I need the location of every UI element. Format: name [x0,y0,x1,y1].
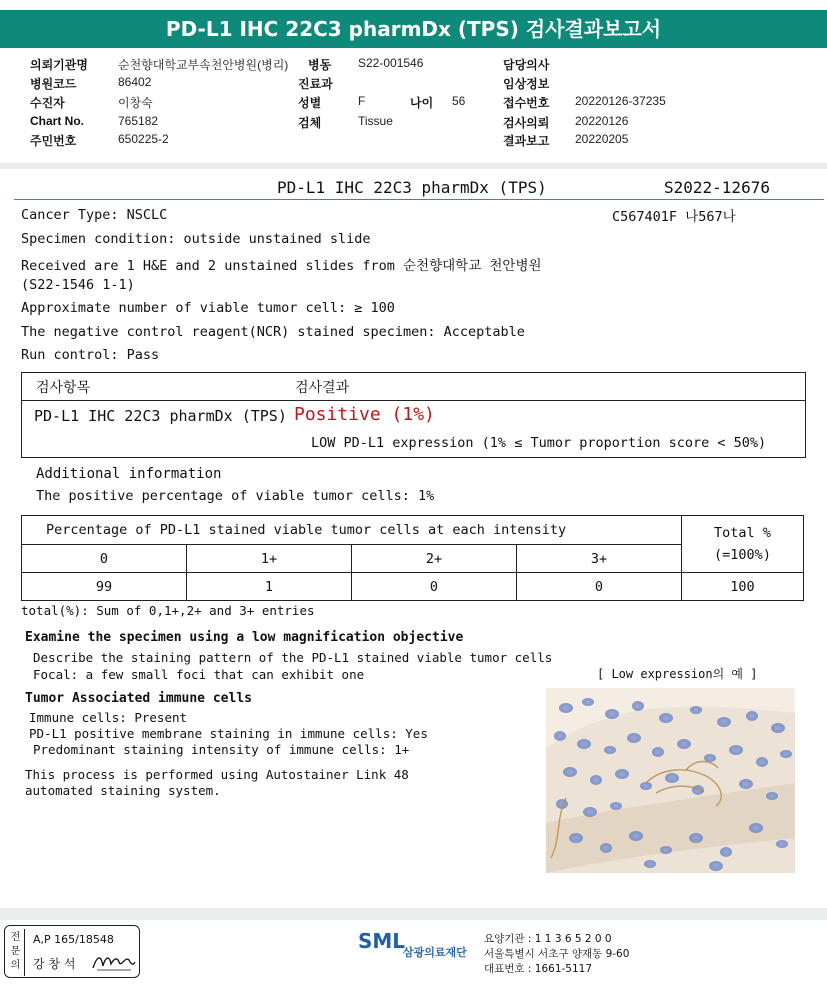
total-header-line2: (=100%) [714,547,771,563]
cancer-type: Cancer Type: NSCLC [21,207,168,223]
col-test-result: 검사결과 [295,380,350,396]
resident-no-value: 650225-2 [118,132,169,146]
institution-label: 의뢰기관명 [30,58,88,72]
hospital-code-label: 병원코드 [30,77,77,91]
sex-value: F [358,94,366,108]
lab-name: 삼광의료재단 [403,946,467,959]
ward-value: S22-001546 [358,56,424,70]
signature-image [91,950,137,974]
result-test-name: PD-L1 IHC 22C3 pharmDx (TPS) [34,407,287,425]
institution-value: 순천향대학교부속천안병원(병리) [118,58,289,72]
col-intensity-1plus: 1+ [187,545,352,573]
stamp-doctor-name: 강 창 석 [33,957,76,971]
report-test-title: PD-L1 IHC 22C3 pharmDx (TPS) [277,178,547,197]
viable-tumor-cells: Approximate number of viable tumor cell: ≥ 100 [21,300,395,316]
additional-heading: Additional information [36,466,222,482]
immune-heading: Tumor Associated immune cells [25,691,252,706]
value-intensity-3plus: 0 [517,573,682,601]
run-control: Run control: Pass [21,347,160,363]
micrograph-illustration [546,688,795,873]
negative-control: The negative control reagent(NCR) stained specimen: Acceptable [21,324,525,340]
resident-no-label: 주민번호 [30,134,77,148]
request-date-value: 20220126 [575,114,629,128]
total-header [682,516,804,573]
lab-logo-text: SML [358,929,406,953]
lab-phone-line: 대표번호 : 1661-5117 [484,963,593,975]
value-intensity-0: 99 [22,573,187,601]
age-label: 나이 [410,96,434,110]
process-line2: automated staining system. [25,783,221,798]
case-number: S2022-12676 [664,178,770,197]
additional-line: The positive percentage of viable tumor cells: 1% [36,488,435,504]
col-intensity-3plus: 3+ [517,545,682,573]
intensity-table [21,515,804,601]
pathologist-stamp [4,925,140,978]
examine-heading: Examine the specimen using a low magnification objective [25,630,464,645]
histology-micrograph [546,688,795,873]
value-intensity-1plus: 1 [187,573,352,601]
receipt-no-label: 접수번호 [503,96,550,110]
patient-info-section [0,54,827,164]
process-line1: This process is performed using Autostainer Link 48 [25,767,409,782]
image-caption: [ Low expression의 예 ] [597,667,758,681]
request-date-label: 검사의뢰 [503,116,550,130]
total-header-line1: Total % [714,525,771,541]
col-intensity-0: 0 [22,545,187,573]
stamp-ap-no: A,P 165/18548 [33,933,114,946]
specimen-value: Tissue [358,114,393,128]
table-note: total(%): Sum of 0,1+,2+ and 3+ entries [21,603,315,618]
chart-no-label: Chart No. [30,114,84,128]
footer-separator [0,908,827,920]
immune-line1: Immune cells: Present [29,710,188,725]
lab-code-line: 요양기관 : 1 1 3 6 5 2 0 0 [484,933,612,945]
report-title: PD-L1 IHC 22C3 pharmDx (TPS) 검사결과보고서 [0,10,827,48]
examine-line1: Describe the staining pattern of the PD-L1 stained viable tumor cells [33,650,553,665]
col-test-item: 검사항목 [36,380,91,396]
report-date-value: 20220205 [575,132,629,146]
age-value: 56 [452,94,466,108]
received-info: Received are 1 H&E and 2 unstained slides from 순천향대학교 천안병원 [21,258,542,274]
title-underline [14,199,824,200]
clinical-info-label: 임상정보 [503,77,550,91]
chart-no-value: 765182 [118,114,159,128]
result-value: Positive (1%) [294,404,435,425]
ward-label: 병동 [308,58,332,72]
result-box [21,372,806,458]
department-label: 진료과 [298,77,333,91]
examine-line2: Focal: a few small foci that can exhibit one [33,667,365,682]
intensity-table-header: Percentage of PD-L1 stained viable tumor cells at each intensity [22,516,682,545]
stamp-vertical-label: 전문의 [7,929,25,976]
immune-line3: Predominant staining intensity of immune cells: 1+ [33,742,410,757]
specimen-label: 검체 [298,116,322,130]
header-banner [0,0,827,50]
received-reference: (S22-1546 1-1) [21,277,135,293]
value-total: 100 [682,573,804,601]
col-intensity-2plus: 2+ [352,545,517,573]
immune-line2: PD-L1 positive membrane staining in immune cells: Yes [29,726,428,741]
hospital-code-value: 86402 [118,75,152,89]
lab-address-line: 서울특별시 서초구 양재동 9-60 [484,948,630,960]
expression-level: LOW PD-L1 expression (1% ≤ Tumor proportion score < 50%) [311,435,767,451]
value-intensity-2plus: 0 [352,573,517,601]
report-date-label: 결과보고 [503,134,550,148]
patient-value: 이창숙 [118,96,153,110]
sex-label: 성별 [298,96,322,110]
receipt-no-value: 20220126-37235 [575,94,666,108]
patient-label: 수진자 [30,96,65,110]
doctor-label: 담당의사 [503,58,550,72]
result-box-divider [22,400,805,401]
specimen-condition: Specimen condition: outside unstained slide [21,231,371,247]
section-separator [0,163,827,169]
block-code: C567401F 나567나 [612,209,736,225]
